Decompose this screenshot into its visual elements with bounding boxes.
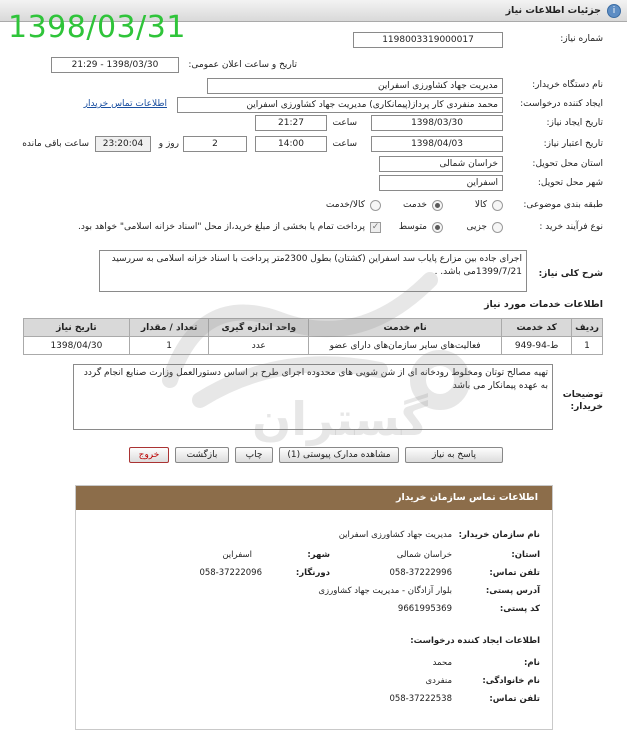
creator-label: ایجاد کننده درخواست: bbox=[520, 99, 603, 109]
contact-city-value: اسفراین bbox=[222, 550, 252, 560]
process-label: نوع فرآیند خرید : bbox=[539, 222, 603, 232]
creator-field: محمد منفردی کار پرداز(پیمانکاری) مدیریت جهاد کشاورزی اسفراین bbox=[177, 97, 503, 113]
cell-code: ط-94-949 bbox=[502, 337, 572, 355]
buyer-label: نام دستگاه خریدار: bbox=[532, 80, 603, 90]
process-radio-minor[interactable] bbox=[492, 222, 503, 233]
remaining-label: ساعت باقی مانده bbox=[22, 139, 89, 149]
contact-panel-title: اطلاعات تماس سازمان خریدار bbox=[76, 486, 552, 510]
back-button[interactable]: بازگشت bbox=[175, 447, 229, 463]
col-code: کد خدمت bbox=[502, 319, 572, 337]
services-table bbox=[23, 318, 603, 355]
payment-note: پرداخت تمام یا بخشی از مبلغ خرید،از محل "اسناد خزانه اسلامی" خواهد بود. bbox=[77, 222, 365, 232]
cell-row: 1 bbox=[572, 337, 603, 355]
buyer-notes-field: تهیه مصالح توتان ومخلوط رودخانه ای از شن شویی های محدوده اجرای طرح بر اساس دستورالعمل وزارت صنایع انجام گردد به عهده پیمانکار می باشد bbox=[73, 364, 553, 430]
process-radio-medium[interactable] bbox=[432, 222, 443, 233]
category-option-both: کالا/خدمت bbox=[325, 200, 365, 210]
validity-time-label: ساعت bbox=[332, 139, 357, 149]
col-date: تاریخ نیاز bbox=[24, 319, 130, 337]
payment-checkbox[interactable]: ✓ bbox=[371, 222, 380, 232]
description-label: شرح کلی نیاز: bbox=[538, 269, 603, 279]
col-qty: تعداد / مقدار bbox=[129, 319, 209, 337]
creator-family-value: منفردی bbox=[425, 676, 452, 686]
contact-address-label: آدرس پستی: bbox=[485, 586, 540, 596]
cell-date: 1398/04/30 bbox=[24, 337, 130, 355]
category-option-service: خدمت bbox=[403, 200, 427, 210]
contact-panel bbox=[75, 485, 553, 730]
page-title: جزئیات اطلاعات نیاز bbox=[505, 5, 601, 16]
process-option-medium: متوسط bbox=[398, 222, 427, 232]
days-field: 2 bbox=[183, 136, 247, 152]
contact-fax-label: دورنگار: bbox=[295, 568, 330, 578]
need-number-field: 1198003319000017 bbox=[353, 32, 503, 48]
contact-city-label: شهر: bbox=[307, 550, 330, 560]
category-radio-service[interactable] bbox=[432, 200, 443, 211]
creator-info-title: اطلاعات ایجاد کننده درخواست: bbox=[410, 636, 540, 646]
announce-field: 1398/03/30 - 21:29 bbox=[51, 57, 179, 73]
contact-info-link[interactable]: اطلاعات تماس خریدار bbox=[83, 99, 167, 109]
province-field: خراسان شمالی bbox=[379, 156, 503, 172]
date-stamp: 1398/03/31 bbox=[8, 10, 186, 45]
contact-org-label: نام سازمان خریدار: bbox=[458, 530, 540, 540]
creator-name-value: محمد bbox=[432, 658, 452, 668]
contact-postal-label: کد پستی: bbox=[499, 604, 540, 614]
col-row: ردیف bbox=[572, 319, 603, 337]
validity-date-field: 1398/04/03 bbox=[371, 136, 503, 152]
created-date-field: 1398/03/30 bbox=[371, 115, 503, 131]
city-field: اسفراین bbox=[379, 175, 503, 191]
announce-label: تاریخ و ساعت اعلان عمومی: bbox=[188, 60, 297, 70]
services-title: اطلاعات خدمات مورد نیاز bbox=[484, 299, 603, 310]
validity-time-field: 14:00 bbox=[255, 136, 327, 152]
created-time-label: ساعت bbox=[332, 118, 357, 128]
category-radio-goods[interactable] bbox=[492, 200, 503, 211]
buyer-field: مدیریت جهاد کشاورزی اسفراین bbox=[207, 78, 503, 94]
creator-family-label: نام خانوادگی: bbox=[482, 676, 540, 686]
contact-fax-value: 058-37222096 bbox=[199, 568, 262, 578]
validity-date-label: تاریخ اعتبار نیاز: bbox=[543, 139, 603, 149]
process-option-minor: جزیی bbox=[466, 222, 487, 232]
table-row bbox=[24, 337, 603, 355]
col-name: نام خدمت bbox=[309, 319, 502, 337]
cell-qty: 1 bbox=[129, 337, 209, 355]
creator-phone-value: 058-37222538 bbox=[389, 694, 452, 704]
province-label: استان محل تحویل: bbox=[532, 159, 603, 169]
buyer-notes-label: توضیحات خریدار: bbox=[562, 390, 603, 412]
creator-phone-label: تلفن تماس: bbox=[489, 694, 540, 704]
category-radio-both[interactable] bbox=[370, 200, 381, 211]
days-label: روز و bbox=[158, 139, 179, 149]
city-label: شهر محل تحویل: bbox=[537, 178, 603, 188]
print-button[interactable]: چاپ bbox=[235, 447, 273, 463]
contact-org-value: مدیریت جهاد کشاورزی اسفراین bbox=[338, 530, 452, 540]
reply-button[interactable]: پاسخ به نیاز bbox=[405, 447, 503, 463]
info-icon: i bbox=[607, 4, 621, 18]
cell-unit: عدد bbox=[209, 337, 309, 355]
attachments-button[interactable]: مشاهده مدارک پیوستی (1) bbox=[279, 447, 399, 463]
cell-name: فعالیت‌های سایر سازمان‌های دارای عضو bbox=[309, 337, 502, 355]
created-time-field: 21:27 bbox=[255, 115, 327, 131]
description-field: اجرای جاده بین مزارع پایاب سد اسفراین (کشتان) بطول 2300متر پرداخت با اسناد خزانه اسلامی به سررسید 1399/7/21می باشد. . bbox=[99, 250, 527, 292]
contact-phone-label: تلفن تماس: bbox=[489, 568, 540, 578]
need-number-label: شماره نیاز: bbox=[560, 34, 603, 44]
category-label: طبقه بندی موضوعی: bbox=[523, 200, 603, 210]
contact-postal-value: 9661995369 bbox=[397, 604, 452, 614]
category-option-goods: کالا bbox=[474, 200, 487, 210]
created-date-label: تاریخ ایجاد نیاز: bbox=[546, 118, 603, 128]
creator-name-label: نام: bbox=[523, 658, 540, 668]
contact-phone-value: 058-37222996 bbox=[389, 568, 452, 578]
exit-button[interactable]: خروج bbox=[129, 447, 169, 463]
services-header-row bbox=[24, 319, 603, 337]
remaining-time-field: 23:20:04 bbox=[95, 136, 151, 152]
contact-province-label: استان: bbox=[511, 550, 540, 560]
col-unit: واحد اندازه گیری bbox=[209, 319, 309, 337]
contact-address-value: بلوار آزادگان - مدیریت جهاد کشاورزی bbox=[318, 586, 452, 596]
contact-province-value: خراسان شمالی bbox=[396, 550, 452, 560]
